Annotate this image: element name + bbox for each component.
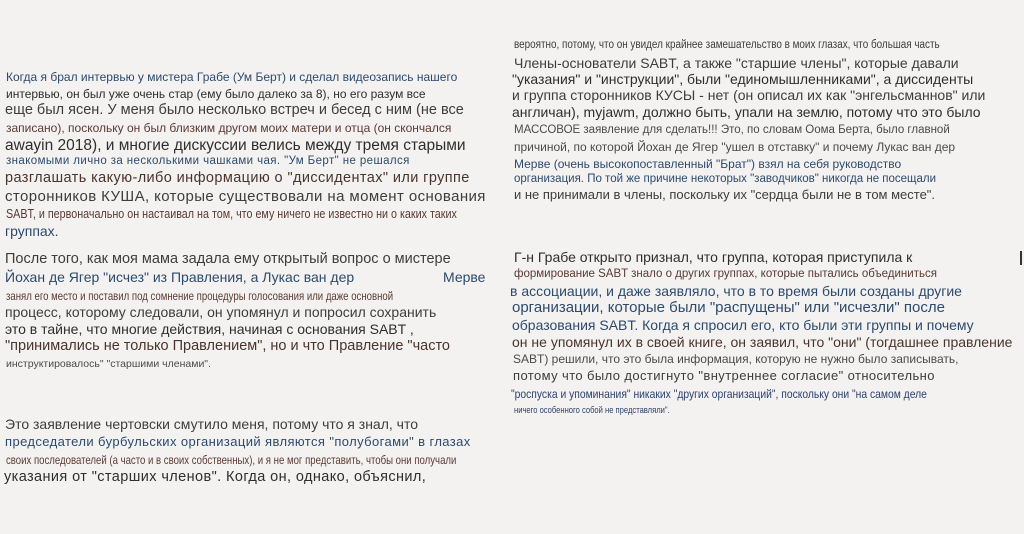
text-line: Члены-основатели SABT, а также "старшие члены", которые давали bbox=[514, 55, 959, 71]
text-line: сторонников КУША, которые существовали на момент основания bbox=[5, 188, 486, 205]
text-line: указания от "старших членов". Когда он, однако, объяснил, bbox=[4, 469, 427, 485]
text-line: группах. bbox=[5, 223, 59, 239]
text-line: формирование SABT знало о других группах, которые пытались объединиться bbox=[514, 268, 937, 280]
text-line: занял его место и поставил под сомнение процедуры голосования или даже основной bbox=[6, 289, 394, 303]
text-line: это в тайне, что многие действия, начиная с основания SABT , bbox=[5, 321, 414, 337]
text-line: Когда я брал интервью у мистера Грабе (Ум Берт) и сделал видеозапись нашего bbox=[6, 70, 458, 84]
text-line: Мерве (очень высокопоставленный "Брат") взял на себя руководство bbox=[514, 157, 902, 171]
text-cursor-mark bbox=[1020, 251, 1022, 265]
text-line: SABT) решили, что это была информация, которую не нужно было записывать, bbox=[513, 352, 959, 366]
text-line: интервью, он был уже очень стар (ему было далеко за 8), но его разум все bbox=[6, 87, 426, 101]
text-line: и не принимали в члены, поскольку их "сердца были не в том месте". bbox=[514, 187, 936, 202]
text-line: записано), поскольку он был близким другом моих матери и отца (он скончался bbox=[6, 121, 452, 135]
text-line: организация. По той же причине некоторых "заводчиков" никогда не посещали bbox=[514, 173, 937, 185]
text-line: потому что было достигнуто "внутреннее согласие" относительно bbox=[513, 368, 935, 383]
text-line: и группа сторонников КУСЫ - нет (он описал их как "энгельсманнов" или bbox=[512, 87, 986, 103]
text-line: своих последователей (а часто и в своих собственных), и я не мог представить, чтобы они получали bbox=[6, 453, 457, 467]
text-line: образования SABT. Когда я спросил его, кто были эти группы и почему bbox=[512, 317, 974, 333]
text-line: Это заявление чертовски смутило меня, потому что я знал, что bbox=[5, 416, 418, 432]
text-line: "роспуска и упоминания" никаких "других организаций", поскольку они "на самом деле bbox=[511, 387, 927, 401]
text-line: англичан), myjawm, должно быть, упали на землю, потому что это было bbox=[512, 104, 981, 120]
text-line: причиной, по которой Йохан де Ягер "ушел в отставку" и почему Лукас ван дер bbox=[514, 140, 956, 154]
text-line: знакомыми лично за несколькими чашками чая. "Ум Берт" не решался bbox=[6, 155, 410, 167]
text-line: awayin 2018), и многие дискуссии велись между тремя старыми bbox=[5, 137, 466, 154]
text-line: процесс, которому следовали, он упомянул и попросил сохранить bbox=[5, 304, 437, 320]
text-line: инструктировалось" "старшими членами". bbox=[6, 358, 211, 370]
text-line: "указания" и "инструкции", были "единомышленниками", а диссиденты bbox=[512, 71, 974, 87]
text-line: в ассоциации, и даже заявляло, что в то время были созданы другие bbox=[510, 283, 962, 299]
text-line: разглашать какую-либо информацию о "диссидентах" или группе bbox=[5, 170, 470, 186]
text-line: SABT, и первоначально он настаивал на том, что ему ничего не известно ни о каких таких bbox=[6, 207, 457, 221]
text-line: ничего особенного собой не представляли". bbox=[514, 405, 670, 416]
text-line: председатели бурбульских организаций являются "полубогами" в глазах bbox=[5, 434, 471, 449]
text-line: После того, как моя мама задала ему открытый вопрос о мистере bbox=[5, 251, 451, 267]
text-line: еще был ясен. У меня было несколько встреч и бесед с ним (не все bbox=[5, 102, 464, 118]
text-line: он не упомянул их в своей книге, он заявил, что "они" (тогдашнее правление bbox=[512, 334, 1013, 350]
text-line: МАССОВОЕ заявление для сделать!!! Это, по словам Оома Берта, было главной bbox=[514, 124, 950, 136]
text-line: Мерве bbox=[443, 269, 486, 285]
text-line: организации, которые были "распущены" или "исчезли" после bbox=[512, 299, 945, 316]
text-line: Г-н Грабе открыто признал, что группа, которая приступила к bbox=[514, 249, 913, 265]
text-line: Йохан де Ягер "исчез" из Правления, а Лукас ван дер bbox=[5, 269, 355, 285]
text-line: "принимались не только Правлением", но и что Правление "часто bbox=[5, 338, 450, 354]
text-line: вероятно, потому, что он увидел крайнее замешательство в моих глазах, что большая часть bbox=[514, 39, 940, 51]
